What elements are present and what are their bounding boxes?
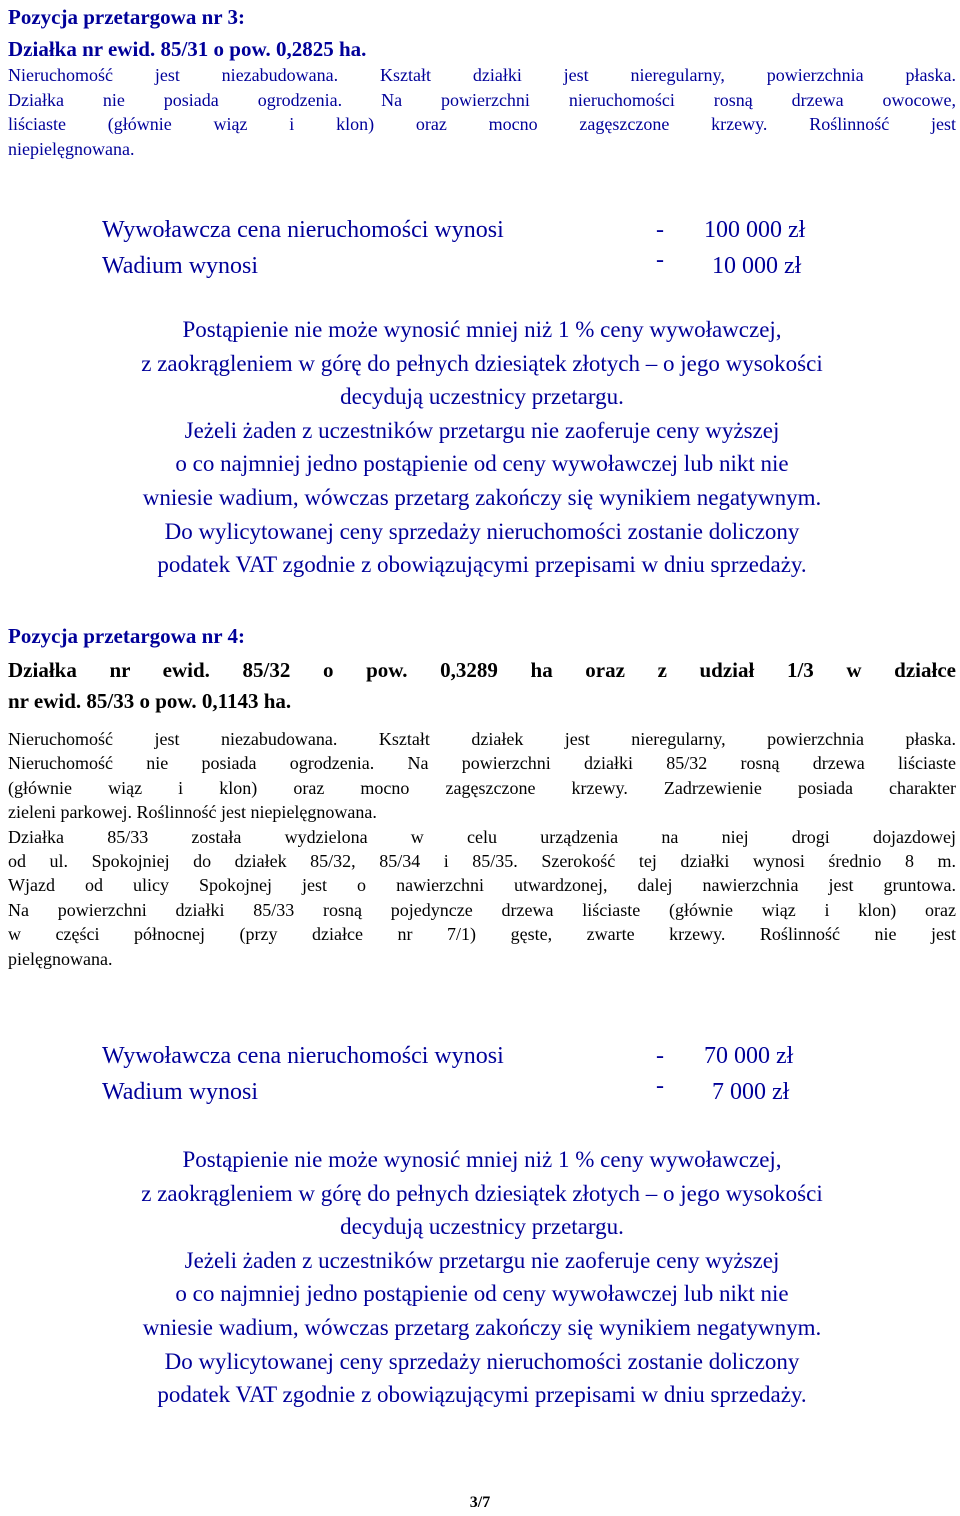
section-4-heading: Pozycja przetargowa nr 4: [8,624,245,648]
description-line: niepielęgnowana. [8,138,135,159]
description-line: Nieruchomość nie posiada ogrodzenia. Na powierzchni działki 85/32 rosną drzewa liściaste [8,753,956,774]
description-line: Działka nie posiada ogrodzenia. Na powierzchni nieruchomości rosną drzewa owocowe, [8,89,956,110]
notice-line: Postąpienie nie może wynosić mniej niż 1 % ceny wywoławczej, [182,1147,782,1172]
notice-line: podatek VAT zgodnie z obowiązującymi przepisami w dniu sprzedaży. [157,552,807,578]
notice-line: Do wylicytowanej ceny sprzedaży nieruchomości zostanie doliczony [164,518,800,544]
notice-line: Jeżeli żaden z uczestników przetargu nie zaoferuje ceny wyższej [184,1247,780,1273]
description-line: pielęgnowana. [8,948,113,969]
description-line: liściaste (głównie wiąz i klon) oraz mocno zagęszczone krzewy. Roślinność jest [8,114,956,134]
price-dash: - [656,1043,664,1069]
description-line: w części północnej (przy działce nr 7/1) gęste, zwarte krzewy. Roślinność nie jest [8,924,956,945]
price-label: Wywoławcza cena nieruchomości wynosi [102,1043,504,1069]
description-line: Nieruchomość jest niezabudowana. Kształt działek jest nieregularny, powierzchnia płaska. [8,729,956,749]
description-line: (głównie wiąz i klon) oraz mocno zagęszczone krzewy. Zadrzewienie posiada charakter [8,777,956,798]
plot-line: Działka nr ewid. 85/32 o pow. 0,3289 ha oraz z udział 1/3 w działce [8,658,956,682]
notice-line: Postąpienie nie może wynosić mniej niż 1 % ceny wywoławczej, [182,317,782,342]
price-row [8,1038,956,1074]
deposit-label: Wadium wynosi [102,253,259,279]
description-line: zieleni parkowej. Roślinność jest niepielęgnowana. [8,802,377,823]
plot-line: nr ewid. 85/33 o pow. 0,1143 ha. [8,689,292,713]
deposit-value: 10 000 zł [712,253,802,279]
price-label: Wywoławcza cena nieruchomości wynosi [102,217,504,243]
deposit-label: Wadium wynosi [102,1079,259,1105]
section-3-plot-line: Działka nr ewid. 85/31 o pow. 0,2825 ha. [8,37,367,61]
deposit-row [8,248,956,284]
price-value: 70 000 zł [704,1043,794,1069]
section-4-plot [8,655,956,717]
deposit-dash: - [656,247,664,273]
notice-line: decydują uczestnicy przetargu. [340,1214,624,1240]
deposit-row [8,1074,956,1110]
description-line: Na powierzchni działki 85/33 rosną pojedyncze drzewa liściaste (głównie wiąz i klon) oraz [8,899,956,920]
description-line: od ul. Spokojniej do działek 85/32, 85/34 i 85/35. Szerokość tej działki wynosi średnio 8 m. [8,851,956,872]
notice-line: wniesie wadium, wówczas przetarg zakończy się wynikiem negatywnym. [142,1314,822,1340]
notice-line: o co najmniej jedno postąpienie od ceny wywoławczej lub nikt nie [175,1281,789,1307]
section-4-price-table [8,1038,956,1114]
notice-line: z zaokrągleniem w górę do pełnych dziesiątek złotych – o jego wysokości [141,1180,823,1206]
notice-line: Do wylicytowanej ceny sprzedaży nieruchomości zostanie doliczony [164,1348,800,1374]
deposit-value: 7 000 zł [712,1079,790,1105]
description-line: Działka 85/33 została wydzielona w celu urządzenia na niej drogi dojazdowej [8,826,956,847]
section-3-description [8,63,956,161]
price-value: 100 000 zł [704,217,806,243]
section-3-heading: Pozycja przetargowa nr 3: [8,5,245,29]
description-line: Wjazd od ulicy Spokojnej jest o nawierzchni utwardzonej, dalej nawierzchnia jest gruntowa. [8,875,956,896]
page-number: 3/7 [469,1494,491,1511]
notice-line: podatek VAT zgodnie z obowiązującymi przepisami w dniu sprzedaży. [157,1382,807,1408]
section-4-description [8,727,956,971]
section-4-notice [8,1143,956,1412]
notice-line: z zaokrągleniem w górę do pełnych dziesiątek złotych – o jego wysokości [141,350,823,376]
deposit-dash: - [656,1073,664,1099]
notice-line: wniesie wadium, wówczas przetarg zakończy się wynikiem negatywnym. [142,484,822,510]
notice-line: Jeżeli żaden z uczestników przetargu nie zaoferuje ceny wyższej [184,417,780,443]
price-row [8,212,956,248]
section-3-notice [8,313,956,582]
price-dash: - [656,217,664,243]
section-3-price-table [8,212,956,288]
notice-line: o co najmniej jedno postąpienie od ceny wywoławczej lub nikt nie [175,451,789,477]
description-line: Nieruchomość jest niezabudowana. Kształt działki jest nieregularny, powierzchnia płaska. [8,65,956,85]
notice-line: decydują uczestnicy przetargu. [340,384,624,410]
